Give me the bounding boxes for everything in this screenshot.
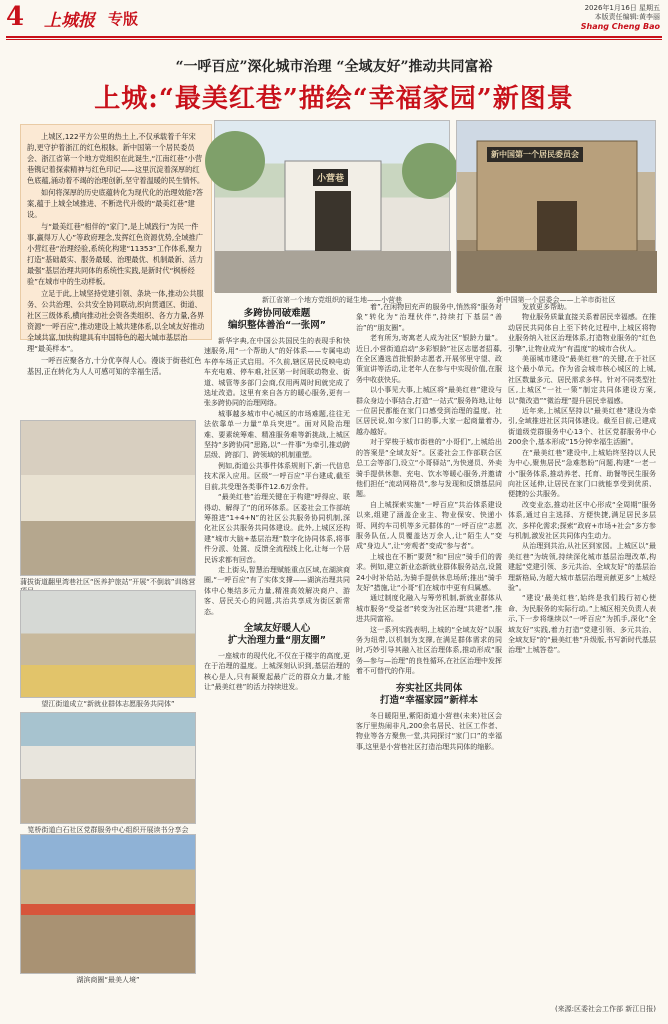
kicker-title: “一呼百应”深化城市治理 “全域友好”推动共同富裕 bbox=[175, 59, 493, 75]
lead-box bbox=[20, 124, 212, 376]
body-paragraph: 例如,街道公共事件体系规则下,新一代信息技术深入应用。区级“一呼百应”平台建成,截至目前,共受理各类事件12.6万余件。 bbox=[204, 461, 350, 491]
body-paragraph: 近年来,上城区坚持以“最美红巷”建设为牵引,全域推进社区共同体建设。截至目前,已建成街道级党群服务中心13个、社区党群服务中心200余个,基本形成“15分钟幸福生活圈”。 bbox=[508, 407, 656, 447]
photo-caption: 新江省第一个地方党组织的诞生地——小营巷 bbox=[262, 296, 402, 304]
body-paragraph: 美丽城市建设“最美红巷”的关键,在于社区这个最小单元。作为省会城市核心城区的上城,社区数量多元、居民需求多样。针对不同类型社区,上城区“一社一策”制定共同体建设方案,以“微改造”“微治理”提升居民幸福感。 bbox=[508, 355, 656, 405]
lead-paragraph: 上城区,122平方公里的热土上,不仅承载着千年宋韵,更守护着浙江的红色根脉。新中国第一个居民委员会、浙江省第一个地方党组织在此诞生,“江南红巷”小营巷镌记着探索精神与红色印记——这里沉淀着深厚的红色底蕴,涌动着不竭的治理创新,坚守着温暖的民生情怀。 bbox=[27, 132, 205, 185]
body-paragraph: 这一系列实践表明,上城的“全域友好”以服务为纽带,以机制为支撑,在满足群体需求的同时,巧妙引导其融入社区治理体系,推动形成“服务—参与—治理”的良性循环,在社区治理中发挥着不可替代的作用。 bbox=[356, 625, 502, 676]
body-paragraph: 通过制度化融入与筹劳机制,新就业群体从城市服务“受益者”转变为社区治理“共建者”,推进共同富裕。 bbox=[356, 594, 502, 624]
article-column-a bbox=[204, 302, 350, 1018]
section-subheading: 夯实社区共同体 打造“幸福家园”新样本 bbox=[380, 682, 478, 706]
source-footer: (来源:区委社会工作部 新江日报) bbox=[554, 1005, 656, 1013]
body-paragraph: 在“最美红巷”建设中,上城始终坚持以人民为中心,聚焦居民“急难愁盼”问题,构建“一老一小”服务体系,推动养老、托育、助餐等民生服务向社区延伸,让居民在家门口就能享受到优质、便捷的公共服务。 bbox=[508, 448, 656, 499]
photo-hubin-street bbox=[20, 834, 196, 974]
body-paragraph: 改变业态,推动社区中心形成“全周期”服务体系,通过自主选择、方便快捷,满足居民多层次、多样化需求;探索“政府+市场+社会”多方参与机制,激发社区共同体内生动力。 bbox=[508, 500, 656, 540]
photo-reading-session bbox=[20, 712, 196, 824]
body-paragraph: “最美红巷”治理关键在于构建“呼得应、联得动、解得了”的闭环体系。区委社会工作部统筹推进“1+4+N”的社区公共服务协同机制,深化社区公共服务共同体建设。此外,上城区还构建“城市大脑+基层治理”数字化协同体系,将事件分派、处置、反馈全流程线上化,让每一个居民诉求都有回音。 bbox=[204, 493, 350, 564]
section-subheading: 多跨协同破难题 编织整体善治“一张网” bbox=[228, 308, 326, 331]
date-line: 2026年1月16日 星期五 bbox=[584, 4, 660, 12]
body-paragraph: 走上街头,智慧治理赋能重点区域,在湖滨商圈,“一呼百应”有了实体支撑——湖滨治理共同体中心集结多元力量,精准高效解决商户、游客、居民关心的问题,共治共享成为街区新常态。 bbox=[204, 565, 350, 616]
photo-caption: 新中国第一个居委会——上羊市街社区 bbox=[496, 296, 616, 304]
body-paragraph: 自上城探索实施“一呼百应”共治体系建设以来,组建了涵盖企业主、物业保安、快递小哥、网约车司机等多元群体的“一呼百应”志愿服务队伍,人员覆盖达万余人,让“陌生人”变成“身边人”,让“旁观者”变成“参与者”。 bbox=[356, 500, 502, 551]
lead-paragraph: 如何将深厚的历史底蕴转化为现代化的治理效能?答案,蕴于上城全域推进、不断迭代升级的“最美红巷”建设。 bbox=[27, 188, 203, 219]
body-paragraph: 发放更多帮助。 bbox=[522, 303, 571, 311]
english-name: Shang Cheng Bao bbox=[580, 22, 660, 31]
photo-committee-building bbox=[456, 120, 656, 292]
body-paragraph: 对于穿梭于城市街巷的“小哥们”,上城给出的答案是“全域友好”。区委社会工作部联合区总工会等部门,设立“小哥驿站”,为快递员、外卖骑手提供休憩、充电、饮水等暖心服务,并邀请他们担任“流动网格员”,参与发现和反馈基层问题。 bbox=[356, 438, 502, 499]
photo-elderly-training bbox=[20, 420, 196, 576]
body-paragraph: 从治理到共治,从社区到家园。上城区以“最美红巷”为统领,持续深化城市基层治理改革,构建起“党建引领、多元共治、全域友好”的基层治理新格局,为超大城市基层治理贡献更多“上城经验”。 bbox=[508, 542, 656, 592]
photo-xiaoying-lane bbox=[214, 120, 450, 292]
body-paragraph: 以小事见大事,上城区将“最美红巷”建设与群众身边小事结合,打造“一站式”服务阵地,让每一位居民都能在家门口感受到治理的温度。社区居民说,如今家门口的事,大家一起商量着办,越办越好。 bbox=[356, 386, 502, 436]
lead-paragraph: 立足于此,上城坚持党建引领、条块一体,推动公共服务、公共治理、公共安全协同联动,织向贯通区、街道、社区三级体系,横向推动社会资各类组织、各方力量,各界资源“一呼百应”,推动建设上城共建体系,以全域友好推动全域共富,加快构建具有中国特色的超大城市基层治理“最美样本”。 bbox=[27, 289, 205, 353]
edition-label: 专版 bbox=[108, 10, 139, 28]
committee-sign: 新中国第一个居民委员会 bbox=[487, 147, 583, 162]
page-number: 4 bbox=[6, 2, 25, 32]
lane-scene-illustration bbox=[215, 121, 451, 293]
article-column-b bbox=[356, 302, 502, 1018]
photo-caption: 望江街道成立“新就业群体志愿服务共同体” bbox=[41, 700, 175, 708]
lead-paragraph: 一呼百应聚各方,十分优享得人心。漫谈于街巷红色基因,正在转化为人人可感可知的幸福生活。 bbox=[27, 356, 202, 376]
body-paragraph: 物业服务质量直接关系着居民幸福感。在推动居民共同体自上至下转化过程中,上城区将物业服务纳入社区治理体系,打造物业服务的“红色引擎”,让物业成为“有温度”的城市合伙人。 bbox=[508, 313, 656, 353]
newspaper-name: 上城报 bbox=[44, 11, 95, 31]
body-paragraph: 着”,在闲物回充声的服务中,悄然将“服务对象”转化为“治理伙伴”,持续打下基层“善治”的“朋友圈”。 bbox=[356, 303, 502, 332]
issue-info bbox=[520, 4, 660, 31]
body-paragraph: 上城也在不断“要贤”和“回应”骑手们的需求。例如,建立新业态新就业群体服务站点,设置24小时补给站,为骑手提供休息场所;推出“骑手友好”措施,让“小哥”们在城市中更有归属感。 bbox=[356, 552, 502, 592]
header-rule bbox=[6, 36, 662, 38]
header-rule-thin bbox=[6, 39, 662, 40]
photo-caption: 笕桥街道白石社区党群服务中心组织开展读书分享会 bbox=[27, 826, 189, 834]
article-column-c bbox=[508, 302, 656, 1018]
photo-volunteer-group bbox=[20, 590, 196, 698]
main-headline: 上城:“最美红巷”描绘“幸福家园”新图景 bbox=[94, 84, 574, 114]
body-paragraph: 新华字典,在中国公共国民生的表现手和快速服务,用“一个帮助人”的好体系——专属电动车停车场正式启用。不久前,辖区居民反映电动车充电难、停车难,社区第一时间联动物业、街道、城管等多部门会商,仅用两周时间就完成了选址改造。这里有来自各方的暖心服务,更有一张多跨协同的治理网络。 bbox=[204, 337, 350, 408]
section-subheading: 全域友好暖人心 扩大治理力量“朋友圈” bbox=[228, 622, 326, 646]
photo-caption: 湖滨商圈“最美人境” bbox=[76, 976, 140, 984]
body-paragraph: “建设‘最美红巷’,始终是我们践行初心使命、为民服务的实际行动。”上城区相关负责人表示,下一步将继续以“一呼百应”为抓手,深化“全域友好”实践,着力打造“党建引领、多元共治、全域友好”的“最美红巷”升级版,书写新时代基层治理“上城答卷”。 bbox=[508, 594, 656, 655]
body-paragraph: 一座城市的现代化,不仅在于楼宇的高度,更在于治理的温度。上城深刻认识到,基层治理的核心是人,只有凝聚起最广泛的群众力量,才能让“最美红巷”的活力持续迸发。 bbox=[204, 651, 350, 692]
lead-paragraph: 与“最美红巷”相伴的“家门”,是上城践行“为民一件事,赢得万人心”等政府理念,发挥红色资源优势,全域推广小营红巷“治理经验,系统化构建“11353”工作体系,聚力打造“基础最实、服务最暖、治理最优、机制最新、活力最强”基层治理共同体的系统性实践,是新时代“枫桥经验”在城市中的生动样板。 bbox=[27, 222, 204, 286]
body-paragraph: 老有所为,寄寓老人成为社区“银龄力量”。近日,小营街道启动“多彩银龄”社区志愿者招募,在全区遴选首批银龄志愿者,开展邻里守望、政策宣讲等活动,让老年人在参与中实现价值,在服务中收获快乐。 bbox=[356, 334, 502, 384]
lane-sign: 小营巷 bbox=[313, 169, 348, 186]
body-paragraph: 冬日暖阳里,紫阳街道小营巷(未来)社区会客厅里热闹非凡,200余名居民、社区工作者、物业等各方聚焦一堂,共同探讨“家门口”的幸福事,这里是小营巷社区打造治理共同体的缩影。 bbox=[356, 711, 502, 751]
editor-line: 本版责任编辑:黄李丽 bbox=[594, 13, 660, 21]
body-paragraph: 城事越多城市中心城区的市场难题,往往无法依靠单一力量“单兵突进”。面对风险治理难、要素统筹难、精准服务难等新挑战,上城区坚持“多跨协同”思路,以“一件事”为牵引,推动跨层级、跨部门、跨领域的机制重塑。 bbox=[204, 409, 350, 460]
photo-caption: 蒲拔街道翻里湾巷社区“医养护旅站”开展“不倒翁”训练营 bbox=[20, 578, 196, 586]
